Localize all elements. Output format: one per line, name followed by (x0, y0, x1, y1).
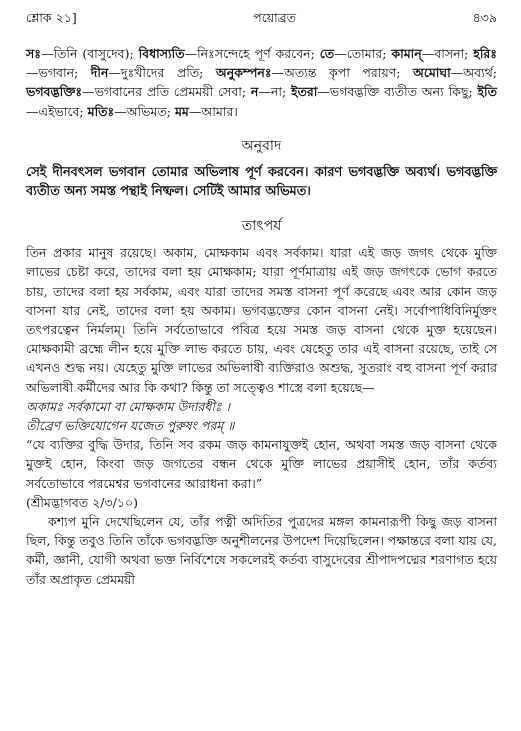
synonym-pair: বিধাস্যতি—নিঃসন্দেহে পূর্ণ করবেন; (138, 46, 315, 61)
sanskrit-word: ইতি (477, 84, 497, 100)
word-meaning: তিনি (বাসুদেব); (53, 46, 134, 61)
translation-heading: অনুবাদ (241, 137, 282, 154)
synonym-pair: ভগবদ্ভক্তিঃ—ভগবানের প্রতি প্রেমময়ী সেবা; (26, 84, 247, 100)
synonym-pair: ইতি—এইভাবে; (26, 84, 497, 119)
word-meaning: অত্যন্ত কৃপা পরায়ণ; (284, 65, 401, 81)
purport-heading: তাৎপর্য (241, 218, 282, 235)
word-meaning: ভগবদ্ভক্তি ব্যতীত অন্য কিছু; (329, 84, 473, 100)
word-meaning: দুঃখীদের প্রতি; (120, 65, 204, 81)
synonym-pair: দীন—দুঃখীদের প্রতি; (90, 65, 204, 81)
sanskrit-word: ন (250, 84, 259, 100)
synonym-pair: সঃ—তিনি (বাসুদেব); (26, 46, 134, 61)
sanskrit-word: কামান্ (391, 46, 422, 61)
sanskrit-verse-line: তীব্রেণ ভক্তিযোগেন যজেত পুরুষং পরম্ ॥ (26, 418, 235, 434)
running-header (26, 10, 497, 30)
purport-paragraph: কশ্যপ মুনি দেখেছিলেন যে, তাঁর পত্নী অদিতির পুত্রদের মঙ্গল কামনারূপী কিছু জড় বাসনা ছিল, কিন্তু তবুও তিনি তাঁকে ভগবদ্ভক্তি অনুশীলনের উপদেশ দিয়েছিলেন। পক্ষান্তরে বলা যায় যে, কর্মী, জ্ঞানী, যোগী অথবা ভক্ত নির্বিশেষে সকলেরই কর্তব্য বাসুদেবের শ্রীপাদপদ্মের শরণাগত হয়ে তাঁর অপ্রাকৃত প্রেমময়ী (26, 514, 497, 587)
sanskrit-word: অমোঘা (413, 65, 451, 81)
sanskrit-word: মতিঃ (87, 103, 115, 119)
verse-reference: শ্লোক ২১] (26, 10, 77, 25)
synonym-pair: মতিঃ—অভিমত; (87, 103, 171, 119)
word-for-word-synonyms (26, 44, 497, 121)
sanskrit-word: তে (319, 46, 335, 61)
sanskrit-word: বিধাস্যতি (138, 46, 185, 61)
word-meaning: না; (270, 84, 287, 100)
synonym-pair: অমোঘা—অব্যর্থ; (413, 65, 497, 81)
sanskrit-word: সঃ (26, 46, 41, 61)
sanskrit-word: ভগবদ্ভক্তিঃ (26, 84, 83, 100)
sanskrit-word: অনুকম্পনঃ (215, 65, 272, 81)
translation-text: সেই দীনবৎসল ভগবান তোমার অভিলাষ পূর্ণ করবেন। কারণ ভগবদ্ভক্তি অব্যর্থ। ভগবদ্ভক্তি ব্যতীত অন্য সমস্ত পন্থাই নিষ্ফল। সেটিই আমার অভিমত। (26, 164, 497, 200)
synonym-pair: কামান্—বাসনা; (391, 46, 469, 61)
purport-paragraph: তিন প্রকার মানুষ রয়েছে। অকাম, মোক্ষকাম এবং সর্বকাম। যারা এই জড় জগৎ থেকে মুক্তি লাভের চেষ্টা করে, তাদের বলা হয় মোক্ষকাম; যারা পূর্ণমাত্রায় এই জড় জগৎকে ভোগ করতে চায়, তাদের বলা হয় সর্বকাম, এবং যারা তাদের সমস্ত বাসনা পূর্ণ করেছে এবং আর কোন জড় বাসনা যার নেই, তাদের বলা হয় অকাম। ভগবদ্ভক্তের কোন বাসনা নেই। সর্বোপাধিবিনির্মুক্তং তৎপরত্বেন নির্মলম্। তিনি সর্বতোভাবে পবিত্র হয়ে সমস্ত জড় বাসনা থেকে মুক্ত হয়েছেন। মোক্ষকামী ব্রহ্মে লীন হয়ে মুক্তি লাভ করতে চায়, এবং যেহেতু তার এই বাসনা রয়েছে, তাই সে এখনও শুদ্ধ নয়। যেহেতু মুক্তি লাভের অভিলাষী ব্যক্তিরাও অশুদ্ধ, সুতরাং বহু বাসনা পূর্ণ করার অভিলাষী কর্মীদের আর কি কথা? কিন্তু তা সত্ত্বেও শাস্ত্রে বলা হয়েছে— (26, 245, 497, 395)
synonym-pair: মম—আমার। (174, 103, 238, 119)
word-meaning: ভগবান; (38, 65, 79, 81)
word-meaning: আমার। (201, 103, 238, 119)
word-meaning: অভিমত; (126, 103, 171, 119)
sanskrit-word: দীন (90, 65, 109, 81)
page-number: ৪৩৯ (472, 10, 497, 25)
sanskrit-word: ইতরা (291, 84, 318, 100)
word-meaning: এইভাবে; (38, 103, 84, 119)
scripture-citation: (শ্রীমদ্ভাগবত ২/৩/১০) (26, 494, 138, 510)
word-meaning: নিঃসন্দেহে পূর্ণ করবেন; (197, 46, 315, 61)
sanskrit-verse-line: অকামঃ সর্বকামো বা মোক্ষকাম উদারধীঃ । (26, 398, 231, 414)
synonym-pair: অনুকম্পনঃ—অত্যন্ত কৃপা পরায়ণ; (215, 65, 401, 81)
sanskrit-word: মম (174, 103, 189, 119)
synonym-pair: হরিঃ—ভগবান; (26, 46, 497, 81)
word-meaning: অব্যর্থ; (463, 65, 497, 81)
sanskrit-word: হরিঃ (473, 46, 497, 61)
word-meaning: তোমার; (346, 46, 387, 61)
synonym-pair: তে—তোমার; (319, 46, 387, 61)
synonym-pair: ইতরা—ভগবদ্ভক্তি ব্যতীত অন্য কিছু; (291, 84, 473, 100)
word-meaning: ভগবানের প্রতি প্রেমময়ী সেবা; (94, 84, 247, 100)
word-meaning: বাসনা; (434, 46, 469, 61)
purport-body (26, 243, 497, 589)
verse-translation-quote: “যে ব্যক্তির বুদ্ধি উদার, তিনি সব রকম জড় কামনাযুক্তই হোন, অথবা সমস্ত জড় বাসনা থেকে মুক্তই হোন, কিংবা জড় জগতের বন্ধন থেকে মুক্তি লাভের প্রয়াসীই হোন, তাঁর কর্তব্য সর্বতোভাবে পরমেশ্বর ভগবানের আরাধনা করা।” (26, 437, 497, 491)
chapter-title: পয়োব্রত (253, 10, 297, 25)
synonym-pair: ন—না; (250, 84, 287, 100)
